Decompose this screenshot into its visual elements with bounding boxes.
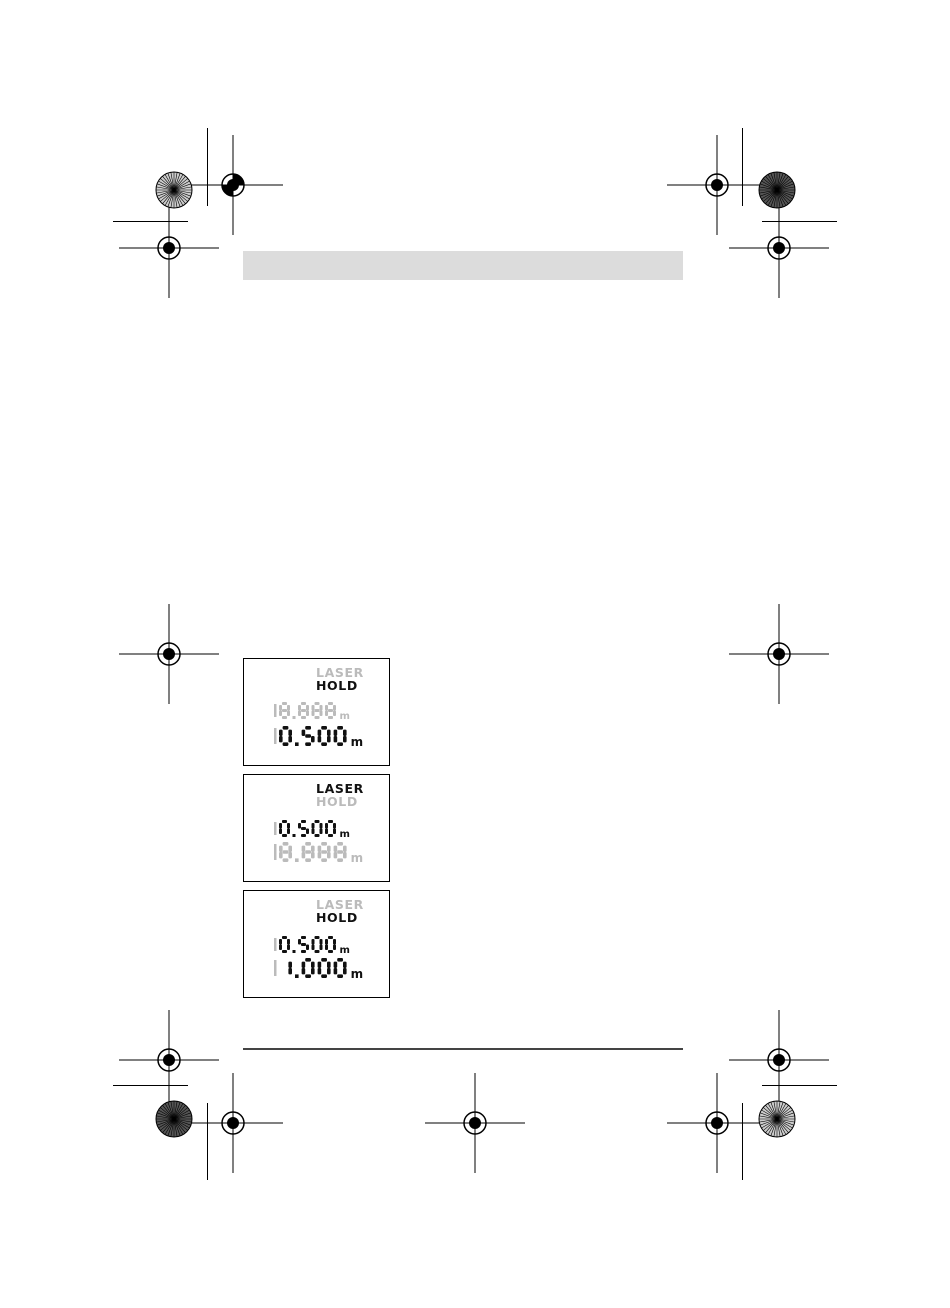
- header-bar: [243, 251, 683, 280]
- registration-target-icon: [183, 1073, 283, 1173]
- lcd-digit: [334, 726, 347, 746]
- lcd-digit: [279, 842, 292, 862]
- unit-label: m: [350, 851, 364, 865]
- lcd-display-laser: [243, 774, 390, 882]
- hold-indicator: HOLD: [316, 910, 358, 925]
- ghost-digit: [274, 960, 277, 976]
- lcd-digit: [312, 936, 323, 953]
- lcd-digit: [288, 962, 292, 975]
- registration-target-icon: [667, 1073, 767, 1173]
- unit-label: m: [339, 945, 350, 956]
- lcd-digit: [298, 702, 309, 719]
- lcd-digit: [318, 842, 331, 862]
- ghost-digit: [274, 938, 277, 951]
- decimal-point: [293, 950, 296, 953]
- lcd-digit: [302, 842, 315, 862]
- lcd-digit: [325, 702, 336, 719]
- lcd-digit: [279, 936, 290, 953]
- unit-label: m: [339, 829, 350, 840]
- decimal-point: [293, 716, 296, 719]
- laser-indicator: LASER: [316, 897, 364, 912]
- ghost-digit: [274, 704, 277, 717]
- registration-target-icon: [119, 198, 219, 298]
- hold-indicator: HOLD: [316, 794, 358, 809]
- lcd-digit: [325, 936, 336, 953]
- sunburst-mark-icon: [154, 170, 194, 210]
- decimal-point: [295, 974, 299, 978]
- lcd-digit: [279, 726, 292, 746]
- lcd-digit: [302, 958, 315, 978]
- decimal-point: [295, 742, 299, 746]
- unit-label: m: [339, 711, 350, 722]
- unit-label: m: [350, 967, 364, 981]
- lcd-digit: [298, 936, 309, 953]
- decimal-point: [293, 834, 296, 837]
- sunburst-mark-icon: [154, 1099, 194, 1139]
- registration-target-icon: [729, 198, 829, 298]
- lcd-digit: [298, 820, 309, 837]
- sunburst-mark-icon: [757, 1099, 797, 1139]
- ghost-digit: [274, 822, 277, 835]
- laser-indicator: LASER: [316, 665, 364, 680]
- hold-indicator: HOLD: [316, 678, 358, 693]
- laser-indicator: LASER: [316, 781, 364, 796]
- decimal-point: [295, 858, 299, 862]
- lcd-digit: [334, 842, 347, 862]
- lcd-digit: [334, 958, 347, 978]
- footer-rule: [243, 1048, 683, 1050]
- lcd-digit: [279, 702, 290, 719]
- lcd-digit: [318, 726, 331, 746]
- lcd-digit: [318, 958, 331, 978]
- lcd-display-sum: [243, 890, 390, 998]
- lcd-digit: [325, 820, 336, 837]
- registration-target-icon: [119, 604, 219, 704]
- lcd-digit: [279, 820, 290, 837]
- lcd-digit: [312, 702, 323, 719]
- sunburst-mark-icon: [757, 170, 797, 210]
- lcd-display-hold: [243, 658, 390, 766]
- unit-label: m: [350, 735, 364, 749]
- lcd-digit: [302, 726, 315, 746]
- ghost-digit: [274, 844, 277, 860]
- registration-target-icon: [729, 604, 829, 704]
- ghost-digit: [274, 728, 277, 744]
- lcd-digit: [312, 820, 323, 837]
- registration-target-icon: [425, 1073, 525, 1173]
